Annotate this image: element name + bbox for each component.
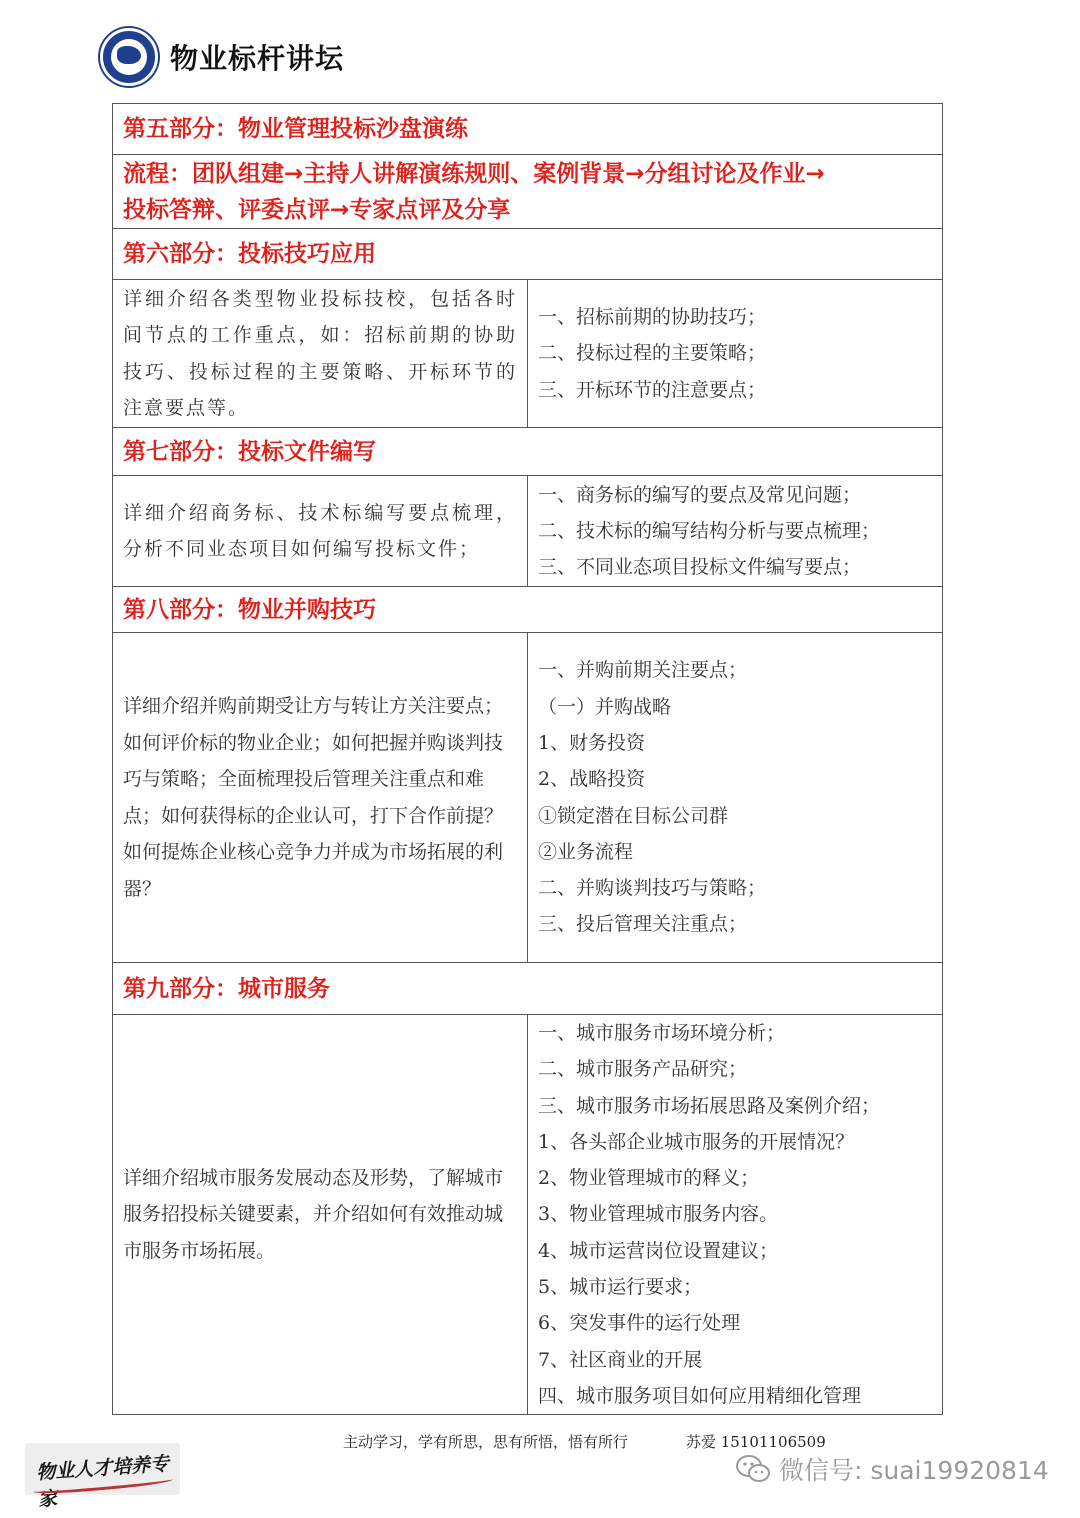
section-title: 第五部分：物业管理投标沙盘演练 [113,104,943,155]
list-item: 4、城市运营岗位设置建议； [538,1239,779,1262]
page-header [100,28,344,86]
list-item: 一、并购前期关注要点； [538,659,748,682]
section-items [528,476,943,587]
list-item: 二、技术标的编写结构分析与要点梳理； [538,519,881,542]
flow-line-1: 流程：团队组建→主持人讲解演练规则、案例背景→分组讨论及作业→ [123,160,825,187]
content-row-9 [113,1015,943,1415]
section-items [528,633,943,963]
section-row-8 [113,587,943,633]
section-description: 详细介绍城市服务发展动态及形势，了解城市服务招投标关键要素，并介绍如何有效推动城市服务市场拓展。 [113,1015,528,1415]
wechat-watermark [735,1451,1049,1487]
watermark-text: 微信号: suai19920814 [779,1456,1049,1485]
list-item: 一、招标前期的协助技巧； [538,306,767,329]
list-item: 三、开标环节的注意要点； [538,378,767,401]
list-item: 1、各头部企业城市服务的开展情况？ [538,1130,855,1153]
list-item: 三、城市服务市场拓展思路及案例介绍； [538,1094,881,1117]
section-row-5 [113,104,943,155]
list-item: 3、物业管理城市服务内容。 [538,1203,779,1226]
section-row-9 [113,963,943,1015]
section-description: 详细介绍商务标、技术标编写要点梳理，分析不同业态项目如何编写投标文件； [113,476,528,587]
section-row-7 [113,428,943,476]
list-item: 6、突发事件的运行处理 [538,1312,741,1335]
stamp-text: 物业人才培养专家 [35,1452,170,1511]
list-item: 四、城市服务项目如何应用精细化管理 [538,1384,862,1407]
list-item: 1、财务投资 [538,731,646,754]
content-row-8 [113,633,943,963]
content-row-7 [113,476,943,587]
list-item: 二、投标过程的主要策略； [538,342,767,365]
forum-logo-icon [100,28,158,86]
footer-contact: 苏爱 15101106509 [686,1433,826,1451]
flow-line-2: 投标答辩、评委点评→专家点评及分享 [123,196,511,223]
brand-title: 物业标杆讲坛 [170,42,345,75]
section-description: 详细介绍各类型物业投标技校，包括各时间节点的工作重点，如：招标前期的协助技巧、投标过程的主要策略、开标环节的注意要点等。 [113,280,528,428]
list-item: 三、投后管理关注重点； [538,913,748,936]
list-item: （一）并购战略 [538,695,672,718]
section-title: 第八部分：物业并购技巧 [113,587,943,633]
section-description: 详细介绍并购前期受让方与转让方关注要点；如何评价标的物业企业；如何把握并购谈判技巧与策略；全面梳理投后管理关注重点和难点；如何获得标的企业认可，打下合作前提？如何提炼企业核心竞争力并成为市场拓展的利器？ [113,633,528,963]
flow-text [113,155,943,229]
flow-row [113,155,943,229]
list-item: 一、商务标的编写的要点及常见问题； [538,483,862,506]
footer-motto: 主动学习，学有所思，思有所悟，悟有所行 [343,1433,629,1451]
list-item: 5、城市运行要求； [538,1276,703,1299]
section-title: 第六部分：投标技巧应用 [113,229,943,280]
list-item: ①锁定潜在目标公司群 [538,804,729,827]
list-item: ②业务流程 [538,840,634,863]
list-item: 2、战略投资 [538,768,646,791]
signature-stamp [25,1443,180,1511]
list-item: 二、城市服务产品研究； [538,1058,748,1081]
list-item: 一、城市服务市场环境分析； [538,1022,786,1044]
section-items [528,280,943,428]
list-item: 二、并购谈判技巧与策略； [538,877,767,900]
content-row-6 [113,280,943,428]
section-title: 第七部分：投标文件编写 [113,428,943,476]
section-items [528,1015,943,1415]
section-row-6 [113,229,943,280]
wechat-icon [735,1454,771,1484]
course-outline-table [112,103,943,1415]
list-item: 三、不同业态项目投标文件编写要点； [538,556,862,579]
list-item: 2、物业管理城市的释义； [538,1167,760,1190]
list-item: 7、社区商业的开展 [538,1348,703,1371]
section-title: 第九部分：城市服务 [113,963,943,1015]
